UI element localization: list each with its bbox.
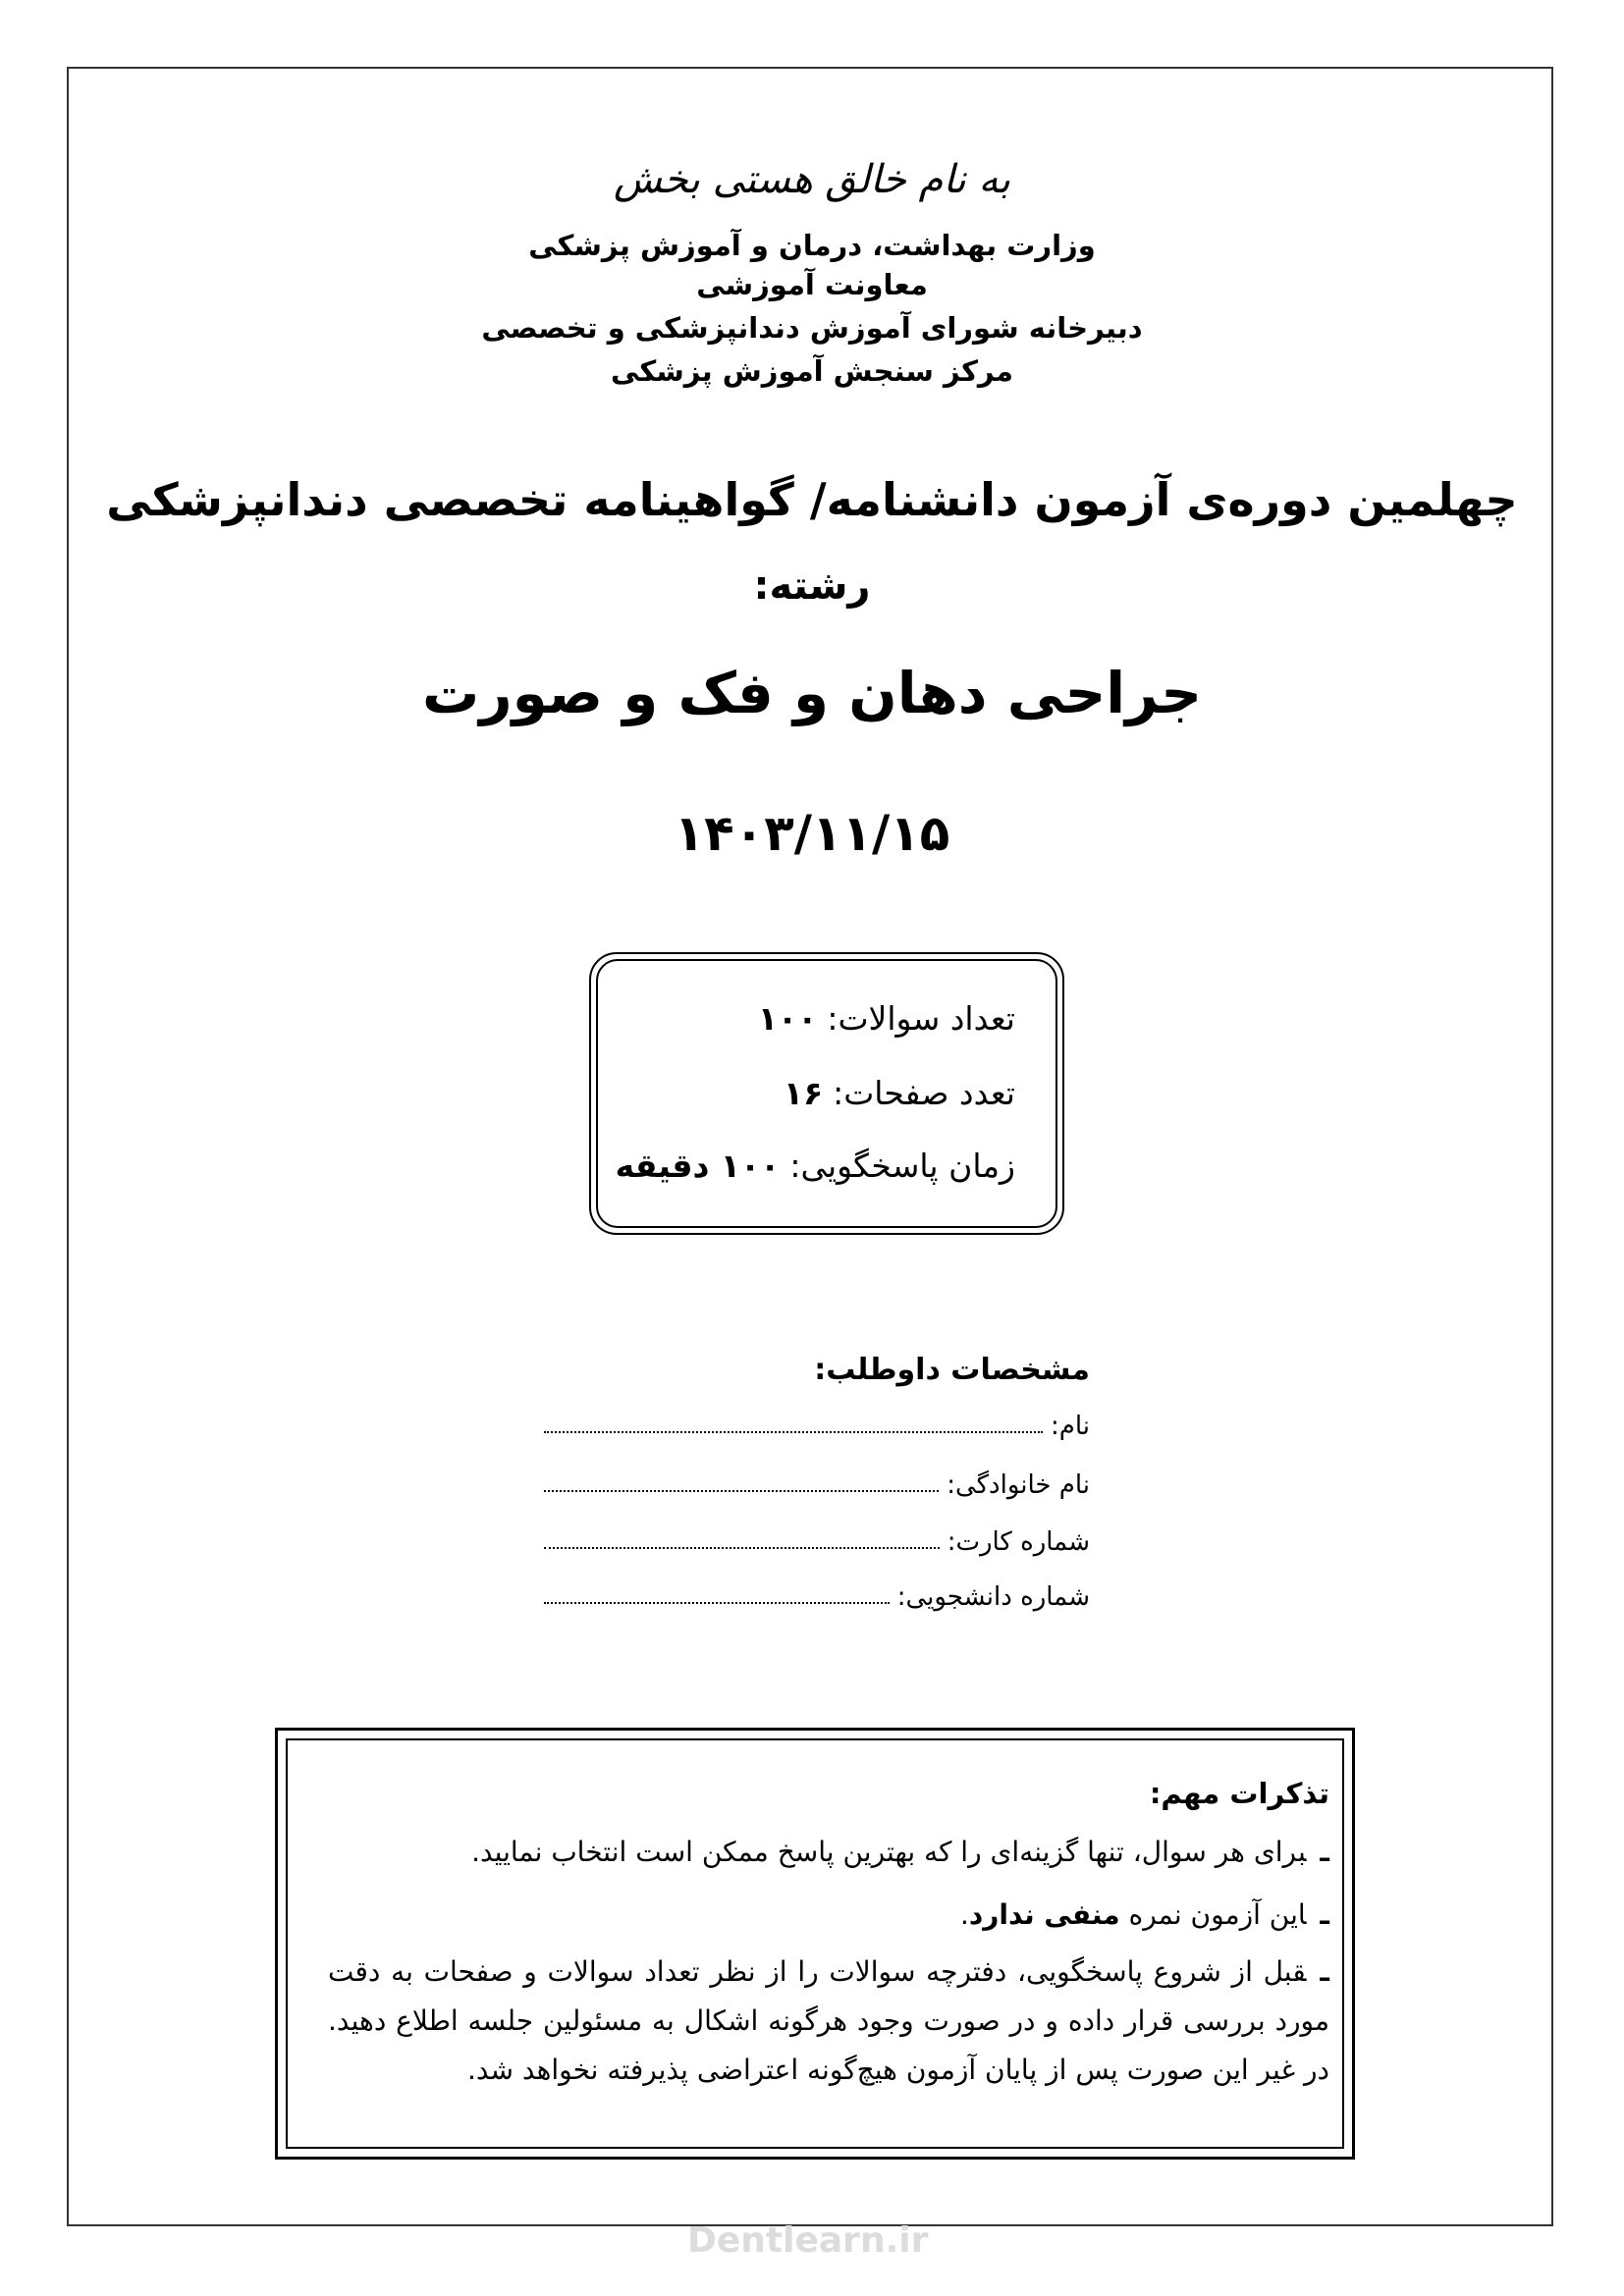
note-emphasis: منفی ندارد	[968, 1898, 1120, 1931]
candidate-student-number-field[interactable]	[544, 1582, 1090, 1612]
fill-in-line[interactable]	[544, 1489, 939, 1492]
fill-in-line[interactable]	[544, 1601, 890, 1604]
candidate-student-number-label: شماره دانشجویی:	[896, 1582, 1090, 1612]
candidate-family-name-label: نام خانوادگی:	[947, 1470, 1090, 1500]
page-count-row	[784, 1074, 1015, 1112]
ministry-line: وزارت بهداشت، درمان و آموزش پزشکی	[528, 229, 1096, 262]
bullet-dash: ـ	[1320, 1898, 1329, 1931]
note-text: قبل از شروع پاسخگویی، دفترچه سوالات را از نظر تعداد سوالات و صفحات به دقت مورد بررسی قرار داده و در صورت وجود هرگونه اشکال به مسئولین جلسه اطلاع دهید. در غیر این صورت پس از پایان آزمون هیچ‌گونه اعتراضی پذیرفته نخواهد شد.	[328, 1955, 1329, 2086]
candidate-name-field[interactable]	[544, 1412, 1090, 1441]
basmala-heading: به نام خالق هستی بخش	[613, 157, 1011, 202]
field-name: جراحی دهان و فک و صورت	[421, 660, 1203, 726]
fill-in-line[interactable]	[544, 1546, 940, 1549]
note-item	[328, 1828, 1329, 1877]
note-item	[328, 1891, 1329, 1940]
candidate-family-name-field[interactable]	[544, 1470, 1090, 1500]
page-count-label: تعدد صفحات:	[833, 1074, 1015, 1112]
note-item	[328, 1948, 1329, 2095]
ministry-line: دبیرخانه شورای آموزش دندانپزشکی و تخصصی	[481, 311, 1143, 345]
note-text: این آزمون نمره	[1119, 1898, 1307, 1931]
field-label: رشته:	[753, 563, 871, 609]
answer-time-row	[616, 1147, 1015, 1185]
ministry-line: معاونت آموزشی	[696, 268, 928, 301]
ministry-line: مرکز سنجش آموزش پزشکی	[611, 354, 1013, 388]
answer-time-label: زمان پاسخگویی:	[789, 1147, 1015, 1185]
question-count-label: تعداد سوالات:	[827, 999, 1015, 1038]
note-text: برای هر سوال، تنها گزینه‌ای را که بهترین پاسخ ممکن است انتخاب نمایید.	[471, 1836, 1307, 1868]
notes-title: تذکرات مهم:	[1149, 1777, 1329, 1810]
question-count-row	[758, 999, 1015, 1038]
watermark: Dentlearn.ir	[687, 2220, 929, 2261]
exam-date: ۱۴۰۳/۱۱/۱۵	[674, 805, 950, 862]
fill-in-line[interactable]	[544, 1430, 1043, 1433]
question-count-value: ۱۰۰	[757, 999, 818, 1038]
candidate-card-number-field[interactable]	[544, 1527, 1090, 1557]
answer-time-value: ۱۰۰ دقیقه	[615, 1147, 781, 1185]
exam-title: چهلمین دوره‌ی آزمون دانشنامه/ گواهینامه تخصصی دندانپزشکی	[106, 473, 1518, 526]
bullet-dash: ـ	[1320, 1955, 1329, 1988]
note-text: .	[959, 1898, 969, 1931]
bullet-dash: ـ	[1320, 1836, 1329, 1868]
page-count-value: ۱۶	[783, 1074, 824, 1112]
candidate-section-title: مشخصات داوطلب:	[814, 1353, 1090, 1387]
candidate-name-label: نام:	[1050, 1412, 1090, 1441]
candidate-card-number-label: شماره کارت:	[947, 1527, 1090, 1557]
